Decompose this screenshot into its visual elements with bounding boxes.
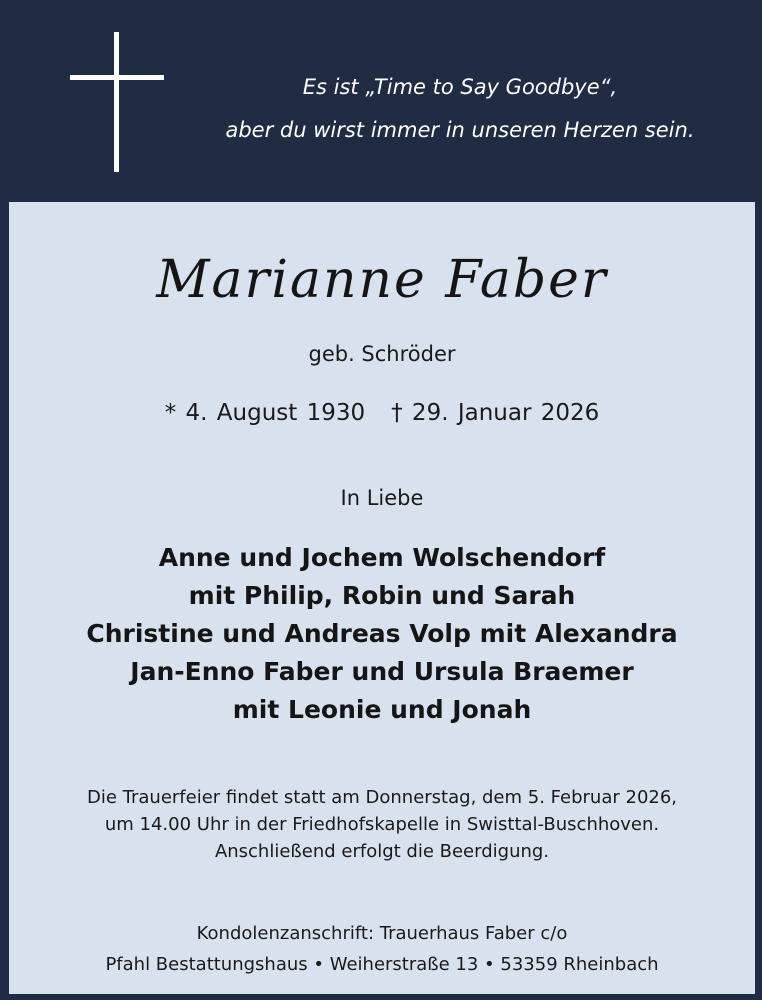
quote — [180, 66, 740, 152]
obituary-card — [9, 202, 755, 994]
service-line: um 14.00 Uhr in der Friedhofskapelle in Swisttal-Buschhoven. — [104, 814, 660, 835]
family-line: Jan-Enno Faber und Ursula Braemer — [130, 657, 634, 686]
service-line: Anschließend erfolgt die Beerdigung. — [214, 841, 550, 862]
quote-line-2: aber du wirst immer in unseren Herzen sein. — [225, 118, 695, 142]
family-line: mit Leonie und Jonah — [232, 695, 532, 724]
in-love-label: In Liebe — [340, 486, 424, 510]
condolence-address — [9, 918, 755, 980]
address-line: Kondolenzanschrift: Trauerhaus Faber c/o — [196, 923, 568, 944]
family-line: mit Philip, Robin und Sarah — [188, 581, 576, 610]
service-info — [9, 784, 755, 865]
cross-icon — [70, 32, 164, 172]
quote-line-1: Es ist „Time to Say Goodbye“, — [302, 75, 618, 99]
header-banner — [0, 0, 762, 200]
address-line: Pfahl Bestattungshaus • Weiherstraße 13 • 53359 Rheinbach — [105, 954, 659, 975]
family-list — [9, 539, 755, 729]
birth-date: * 4. August 1930 — [164, 400, 366, 426]
death-date: † 29. Januar 2026 — [391, 400, 600, 426]
birth-name: geb. Schröder — [308, 342, 456, 366]
family-line: Anne und Jochem Wolschendorf — [158, 543, 606, 572]
life-dates — [9, 400, 755, 426]
service-line: Die Trauerfeier findet statt am Donnerstag, dem 5. Februar 2026, — [86, 787, 678, 808]
family-line: Christine und Andreas Volp mit Alexandra — [86, 619, 678, 648]
deceased-name: Marianne Faber — [156, 250, 608, 310]
